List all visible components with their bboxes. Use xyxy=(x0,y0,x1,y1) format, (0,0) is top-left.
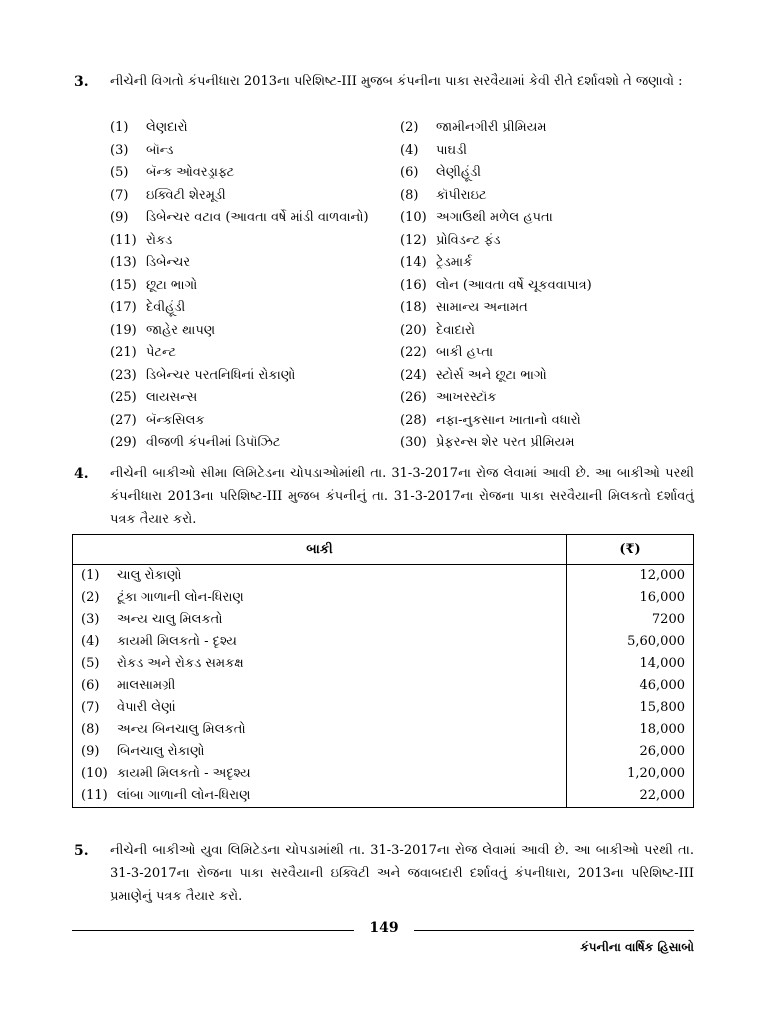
list-item: (12) પ્રોવિડન્ટ ફંડ xyxy=(400,232,501,248)
question-3-text: નીચેની વિગતો કંપનીધારા 2013ના પરિશિષ્ટ-III મુજબ કંપનીના પાકા સરવૈયામાં કેવી રીતે દર્શાવશો તે જણાવો : xyxy=(110,74,683,89)
list-item: (13) ડિબેન્ચર xyxy=(110,255,191,270)
chapter-title: કંપનીના વાર્ષિક હિસાબો xyxy=(580,940,694,954)
list-item: (11) રોકડ xyxy=(110,232,173,248)
list-item: (15) છૂટા ભાગો xyxy=(110,277,198,293)
list-item: (27) બૅન્કસિલક xyxy=(110,412,205,428)
header-amount: (₹) xyxy=(567,535,694,565)
list-item: (9) ડિબેન્ચર વટાવ (આવતા વર્ષે માંડી વાળવાનો) xyxy=(110,210,369,225)
list-item: (20) દેવાદારો xyxy=(400,322,475,338)
footer-rule-left xyxy=(72,930,354,931)
list-item: (6) લેણીહૂંડી xyxy=(400,165,481,180)
question-3-number: 3. xyxy=(74,74,89,90)
question-5-number: 5. xyxy=(74,843,89,859)
list-item: (25) લાયસન્સ xyxy=(110,390,198,405)
table-row: (7) વેપારી લેણાં 15,800 xyxy=(73,697,694,719)
footer-rule-right xyxy=(414,930,694,931)
table-row: (10) કાયમી મિલકતો - અદૃશ્ય 1,20,000 xyxy=(73,763,694,785)
table-row: (4) કાયમી મિલકતો - દૃશ્ય 5,60,000 xyxy=(73,631,694,653)
list-item: (3) બૉન્ડ xyxy=(110,142,174,158)
list-item: (14) ટ્રેડમાર્ક xyxy=(400,255,473,270)
question-4-number: 4. xyxy=(74,466,89,482)
header-balance: બાકી xyxy=(73,535,567,565)
list-item: (21) પેટન્ટ xyxy=(110,345,177,360)
table-row: (1) ચાલુ રોકાણો 12,000 xyxy=(73,565,694,588)
question-4-text: નીચેની બાકીઓ સીમા લિમિટેડના ચોપડાઓમાંથી તા. 31-3-2017ના રોજ લેવામાં આવી છે. આ બાકીઓ પરથી કંપનીધારા 2013ના પરિશિષ્ટ-III મુજબ કંપનીનું તા. 31-3-2017ના રોજના પાકા સરવૈયાની મિલકતો દર્શાવતું પત્રક તૈયાર કરો. xyxy=(110,466,694,527)
question-5-text: નીચેની બાકીઓ યુવા લિમિટેડના ચોપડામાંથી તા. 31-3-2017ના રોજ લેવામાં આવી છે. આ બાકીઓ પરથી તા. 31-3-2017ના રોજના પાકા સરવૈયાની ઇક્વિટી અને જવાબદારી દર્શાવતું કંપનીધારા, 2013ના પરિશિષ્ટ-III પ્રમાણેનું પત્રક તૈયાર કરો. xyxy=(110,843,694,904)
table-row: (8) અન્ય બિનચાલુ મિલકતો 18,000 xyxy=(73,719,694,741)
list-item: (8) કૉપીરાઇટ xyxy=(400,187,487,203)
list-item: (5) બૅન્ક ઓવરડ્રાફ્ટ xyxy=(110,165,235,180)
list-item: (26) આખરસ્ટૉક xyxy=(400,390,497,405)
table-header-row xyxy=(73,535,694,565)
list-item: (19) જાહેર થાપણ xyxy=(110,322,216,338)
table-row: (5) રોકડ અને રોકડ સમકક્ષ 14,000 xyxy=(73,653,694,675)
list-item: (24) સ્ટોર્સ અને છૂટા ભાગો xyxy=(400,367,547,383)
list-item: (10) અગાઉથી મળેલ હપતા xyxy=(400,210,553,225)
list-item: (30) પ્રેફરન્સ શેર પરત પ્રીમિયમ xyxy=(400,435,575,450)
list-item: (22) બાકી હપ્તા xyxy=(400,345,494,360)
table-row: (6) માલસામગ્રી 46,000 xyxy=(73,675,694,697)
table-row: (9) બિનચાલુ રોકાણો 26,000 xyxy=(73,741,694,763)
list-item: (16) લોન (આવતા વર્ષે ચૂકવવાપાત્ર) xyxy=(400,277,592,293)
page-number: 149 xyxy=(369,920,399,936)
list-item: (17) દેવીહૂંડી xyxy=(110,300,186,315)
list-item: (7) ઇક્વિટી શેરમૂડી xyxy=(110,187,226,203)
list-item: (29) વીજળી કંપનીમાં ડિપૉઝિટ xyxy=(110,435,281,450)
table-row: (2) ટૂંકા ગાળાની લોન-ધિરાણ 16,000 xyxy=(73,587,694,609)
list-item: (28) નફા-નુકસાન ખાતાનો વધારો xyxy=(400,412,581,428)
balances-table xyxy=(72,534,694,808)
list-item: (18) સામાન્ય અનામત xyxy=(400,300,528,315)
list-item: (4) પાઘડી xyxy=(400,142,467,158)
list-item: (2) જામીનગીરી પ્રીમિયમ xyxy=(400,120,547,135)
list-item: (23) ડિબેન્ચર પરતનિધિનાં રોકાણો xyxy=(110,367,296,383)
table-row: (3) અન્ય ચાલુ મિલકતો 7200 xyxy=(73,609,694,631)
list-item: (1) લેણદારો xyxy=(110,120,188,135)
table-row: (11) લાંબા ગાળાની લોન-ધિરાણ 22,000 xyxy=(73,785,694,808)
